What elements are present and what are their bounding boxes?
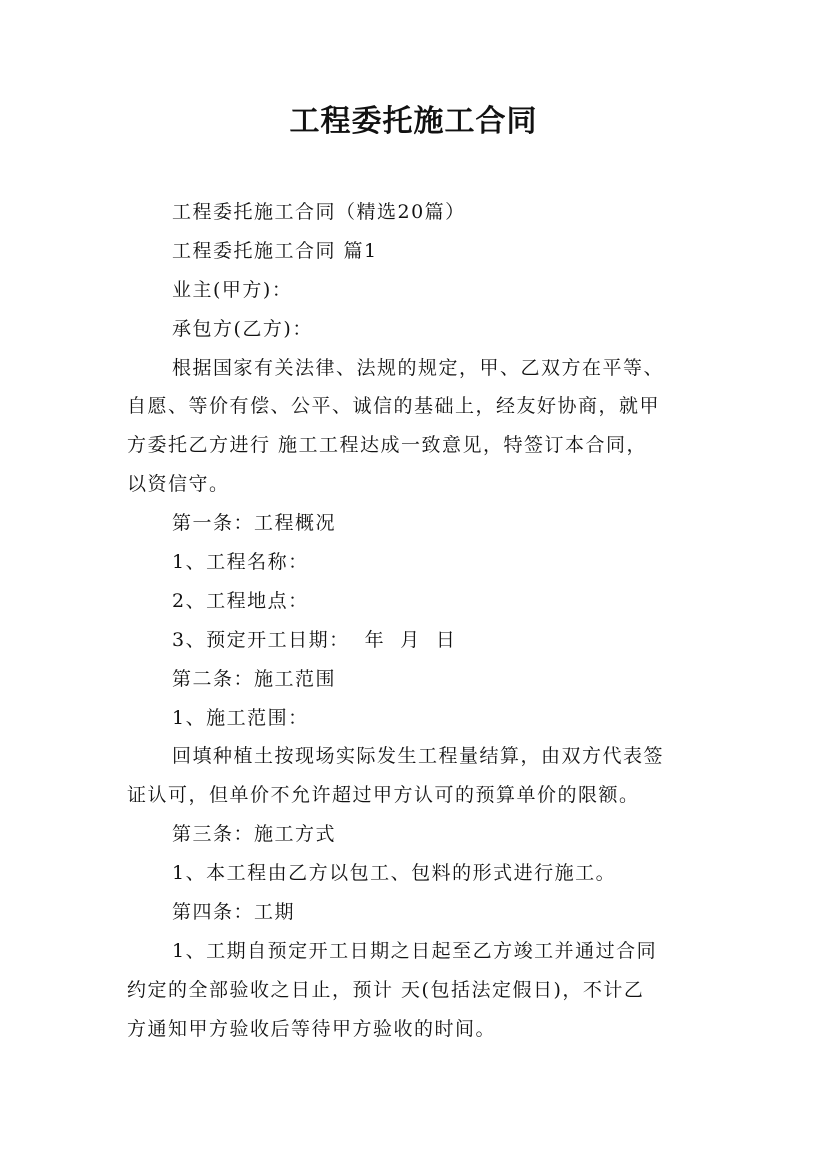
document-line: 方委托乙方进行 施工工程达成一致意见，特签订本合同， <box>127 434 648 457</box>
document-line: 工程委托施工合同（精选20篇） <box>172 201 466 223</box>
document-line: 1、工期自预定开工日期之日起至乙方竣工并通过合同 <box>172 939 658 962</box>
document-line: 业主(甲方)： <box>172 278 293 301</box>
document-line: 以资信守。 <box>127 473 230 496</box>
document-line: 第三条：施工方式 <box>172 823 337 846</box>
document-body <box>127 193 717 1049</box>
document-line: 1、工程名称： <box>172 551 309 574</box>
document-line: 1、施工范围： <box>172 706 309 729</box>
document-line: 承包方(乙方)： <box>172 317 313 340</box>
document-line: 方通知甲方验收后等待甲方验收的时间。 <box>127 1017 497 1040</box>
document-line: 约定的全部验收之日止，预计 天(包括法定假日)，不计乙 <box>127 978 645 1001</box>
document-line: 第四条：工期 <box>172 901 296 924</box>
document-title: 工程委托施工合同 <box>289 104 538 139</box>
document-line: 3、预定开工日期： 年 月 日 <box>172 628 457 651</box>
document-line: 1、本工程由乙方以包工、包料的形式进行施工。 <box>172 862 617 885</box>
document-line: 回填种植土按现场实际发生工程量结算，由双方代表签 <box>172 745 665 768</box>
document-line: 第一条：工程概况 <box>172 512 337 535</box>
document-line: 证认可，但单价不允许超过甲方认可的预算单价的限额。 <box>127 784 640 807</box>
document-line: 工程委托施工合同 篇1 <box>172 239 378 262</box>
document-line: 2、工程地点： <box>172 589 309 612</box>
document-line: 根据国家有关法律、法规的规定，甲、乙双方在平等、 <box>172 356 665 379</box>
document-line: 自愿、等价有偿、公平、诚信的基础上，经友好协商，就甲 <box>127 395 661 418</box>
document-line: 第二条：施工范围 <box>172 667 337 690</box>
